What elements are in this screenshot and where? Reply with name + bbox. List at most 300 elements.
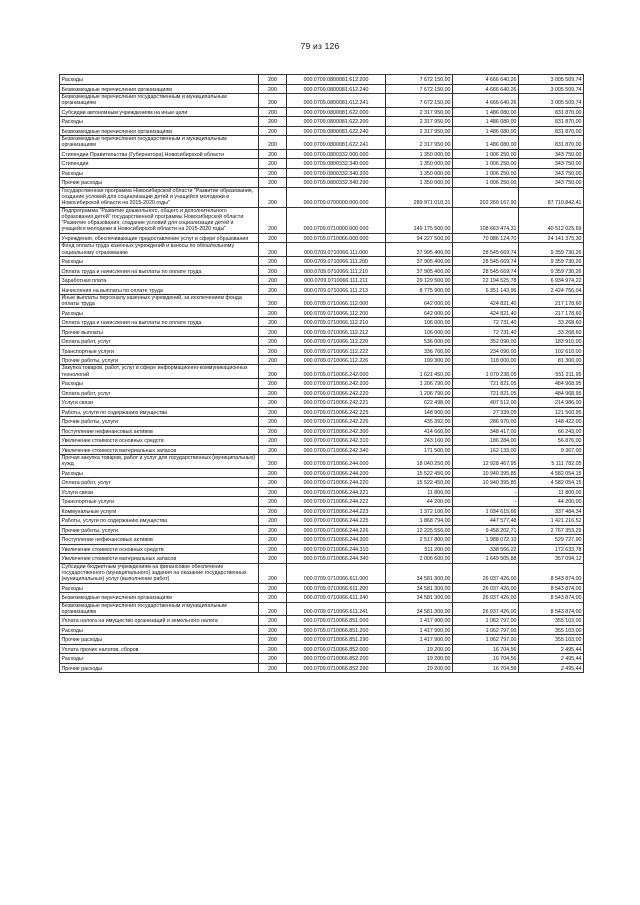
table-row xyxy=(60,625,584,635)
table-row xyxy=(60,506,584,516)
classification-code-cell: 000.0709.0710066.112.212 xyxy=(287,327,386,337)
executed-amount-cell: 1 486 080,00 xyxy=(453,136,519,150)
table-row xyxy=(60,168,584,178)
expense-name-cell: Оплата работ, услуг xyxy=(60,336,259,346)
approved-amount-cell: 7 672 150,00 xyxy=(386,94,453,108)
line-code-cell: 200 xyxy=(259,365,287,379)
expense-name-cell: Транспортные услуги xyxy=(60,497,259,507)
executed-amount-cell: 407 512,00 xyxy=(453,398,519,408)
table-row xyxy=(60,243,584,257)
line-code-cell: 200 xyxy=(259,563,287,583)
approved-amount-cell: 243 160,00 xyxy=(386,436,453,446)
executed-amount-cell: - xyxy=(453,487,519,497)
line-code-cell: 200 xyxy=(259,455,287,469)
classification-code-cell: 000.0709.0710066.242.340 xyxy=(287,445,386,455)
classification-code-cell: 000.0709.0800081.622.000 xyxy=(287,107,386,117)
approved-amount-cell: 642 000,00 xyxy=(386,308,453,318)
unexecuted-amount-cell: 343 750,00 xyxy=(519,178,584,188)
approved-amount-cell: 1 350 000,00 xyxy=(386,168,453,178)
line-code-cell: 200 xyxy=(259,149,287,159)
executed-amount-cell: 286 970,00 xyxy=(453,417,519,427)
table-row xyxy=(60,635,584,645)
approved-amount-cell: 12 225 556,00 xyxy=(386,525,453,535)
unexecuted-amount-cell: 2 767 353,29 xyxy=(519,525,584,535)
executed-amount-cell: 1 486 080,00 xyxy=(453,117,519,127)
approved-amount-cell: 34 581 300,00 xyxy=(386,563,453,583)
expense-name-cell: Расходы xyxy=(60,379,259,389)
unexecuted-amount-cell: 484 968,95 xyxy=(519,388,584,398)
approved-amount-cell: 2 006 600,00 xyxy=(386,554,453,564)
approved-amount-cell: 7 672 150,00 xyxy=(386,84,453,94)
classification-code-cell: 000.0709.0710066.851.290 xyxy=(287,635,386,645)
approved-amount-cell: 149 175 500,00 xyxy=(386,207,453,233)
table-row xyxy=(60,563,584,583)
expense-name-cell: Подпрограмма "Развитие дошкольного, общего и дополнительного образования детей" государственной программы Новосибирской области "Развитие образования, создание условий для социализации детей и учащейся молодежи в Новосибирской области на 2015-2020 годы" xyxy=(60,207,259,233)
table-row xyxy=(60,468,584,478)
table-row xyxy=(60,388,584,398)
table-row xyxy=(60,84,584,94)
budget-table xyxy=(59,74,584,673)
unexecuted-amount-cell: 8 543 874,00 xyxy=(519,583,584,593)
approved-amount-cell: 37 905 400,00 xyxy=(386,256,453,266)
executed-amount-cell: 10 940 395,85 xyxy=(453,478,519,488)
line-code-cell: 200 xyxy=(259,136,287,150)
classification-code-cell: 000.0709.0710066.112.200 xyxy=(287,308,386,318)
table-row xyxy=(60,117,584,127)
classification-code-cell: 000.0709.0710066.244.310 xyxy=(287,544,386,554)
unexecuted-amount-cell: 3 005 509,74 xyxy=(519,75,584,85)
unexecuted-amount-cell: 2 424 756,04 xyxy=(519,285,584,295)
executed-amount-cell: 27 339,05 xyxy=(453,407,519,417)
table-row xyxy=(60,445,584,455)
classification-code-cell: 000.0709.0710066.111.213 xyxy=(287,285,386,295)
unexecuted-amount-cell: 33 268,60 xyxy=(519,317,584,327)
classification-code-cell: 000.0709.0710066.244.221 xyxy=(287,487,386,497)
table-row xyxy=(60,487,584,497)
classification-code-cell: 000.0709.0710066.112.220 xyxy=(287,336,386,346)
line-code-cell: 200 xyxy=(259,256,287,266)
classification-code-cell: 000.0709.0710066.000.000 xyxy=(287,233,386,243)
expense-name-cell: Расходы xyxy=(60,468,259,478)
approved-amount-cell: 94 227 500,00 xyxy=(386,233,453,243)
executed-amount-cell: 338 566,22 xyxy=(453,544,519,554)
expense-name-cell: Прочие расходы xyxy=(60,178,259,188)
approved-amount-cell: 435 392,00 xyxy=(386,417,453,427)
approved-amount-cell: 1 621 450,00 xyxy=(386,365,453,379)
executed-amount-cell: 234 090,00 xyxy=(453,346,519,356)
expense-name-cell: Услуги связи xyxy=(60,487,259,497)
expense-name-cell: Безвозмездные перечисления государственным и муниципальным организациям xyxy=(60,136,259,150)
expense-name-cell: Прочие работы, услуги xyxy=(60,525,259,535)
expense-name-cell: Уплата налога на имущество организаций и земельного налога xyxy=(60,616,259,626)
line-code-cell: 200 xyxy=(259,625,287,635)
executed-amount-cell: 26 037 426,00 xyxy=(453,563,519,583)
expense-name-cell: Услуги связи xyxy=(60,398,259,408)
expense-name-cell: Расходы xyxy=(60,625,259,635)
unexecuted-amount-cell: 40 512 025,69 xyxy=(519,207,584,233)
expense-name-cell: Прочие выплаты xyxy=(60,327,259,337)
approved-amount-cell: 1 206 790,00 xyxy=(386,388,453,398)
approved-amount-cell: 1 350 000,00 xyxy=(386,159,453,169)
approved-amount-cell: 44 200,00 xyxy=(386,497,453,507)
classification-code-cell: 000.0709.0710066.851.000 xyxy=(287,616,386,626)
executed-amount-cell: 1 486 080,00 xyxy=(453,126,519,136)
unexecuted-amount-cell: 4 582 054,15 xyxy=(519,478,584,488)
executed-amount-cell: 26 037 426,00 xyxy=(453,602,519,616)
expense-name-cell: Учреждения, обеспечивающие предоставление услуг в сфере образования xyxy=(60,233,259,243)
expense-name-cell: Расходы xyxy=(60,168,259,178)
expense-name-cell: Стипендии Правительства (Губернатора) Новосибирской области xyxy=(60,149,259,159)
classification-code-cell: 000.0709.0710066.852.290 xyxy=(287,663,386,673)
expense-name-cell: Безвозмездные перечисления организациям xyxy=(60,593,259,603)
executed-amount-cell: 118 000,00 xyxy=(453,355,519,365)
line-code-cell: 200 xyxy=(259,84,287,94)
expense-name-cell: Прочие работы, услуги xyxy=(60,417,259,427)
executed-amount-cell: 1 070 238,05 xyxy=(453,365,519,379)
line-code-cell: 200 xyxy=(259,478,287,488)
executed-amount-cell: 721 821,05 xyxy=(453,388,519,398)
line-code-cell: 200 xyxy=(259,187,287,207)
expense-name-cell: Увеличение стоимости материальных запасов xyxy=(60,445,259,455)
classification-code-cell: 000.0709.0800081.622.240 xyxy=(287,126,386,136)
table-row xyxy=(60,294,584,308)
expense-name-cell: Стипендии xyxy=(60,159,259,169)
expense-name-cell: Расходы xyxy=(60,583,259,593)
classification-code-cell: 000.0709.0710066.611.241 xyxy=(287,602,386,616)
approved-amount-cell: 106 000,00 xyxy=(386,327,453,337)
executed-amount-cell: 28 545 669,74 xyxy=(453,266,519,276)
approved-amount-cell: 15 522 450,00 xyxy=(386,468,453,478)
table-row xyxy=(60,436,584,446)
approved-amount-cell: 34 581 300,00 xyxy=(386,583,453,593)
executed-amount-cell: 108 663 474,31 xyxy=(453,207,519,233)
classification-code-cell: 000.0709.0710066.611.240 xyxy=(287,593,386,603)
classification-code-cell: 000.0709.0800081.622.241 xyxy=(287,136,386,150)
classification-code-cell: 000.0709.0710066.111.200 xyxy=(287,256,386,266)
line-code-cell: 200 xyxy=(259,117,287,127)
classification-code-cell: 000.0709.0800332.340.000 xyxy=(287,159,386,169)
executed-amount-cell: 1 006 250,00 xyxy=(453,159,519,169)
expense-name-cell: Закупка товаров, работ, услуг в сфере информационно-коммуникационных технологий xyxy=(60,365,259,379)
line-code-cell: 200 xyxy=(259,207,287,233)
unexecuted-amount-cell: 551 211,95 xyxy=(519,365,584,379)
table-row xyxy=(60,379,584,389)
expense-name-cell: Заработная плата xyxy=(60,275,259,285)
approved-amount-cell: 37 905 400,00 xyxy=(386,266,453,276)
classification-code-cell: 000.0709.0710066.111.211 xyxy=(287,275,386,285)
classification-code-cell: 000.0709.0800081.612.200 xyxy=(287,75,386,85)
unexecuted-amount-cell: 355 103,00 xyxy=(519,635,584,645)
classification-code-cell: 000.0709.0710066.244.222 xyxy=(287,497,386,507)
line-code-cell: 200 xyxy=(259,178,287,188)
line-code-cell: 200 xyxy=(259,663,287,673)
line-code-cell: 200 xyxy=(259,294,287,308)
expense-name-cell: Безвозмездные перечисления организациям xyxy=(60,84,259,94)
table-row xyxy=(60,593,584,603)
classification-code-cell: 000.0709.0710066.242.310 xyxy=(287,436,386,446)
expense-name-cell: Транспортные услуги xyxy=(60,346,259,356)
executed-amount-cell: 1 062 797,00 xyxy=(453,616,519,626)
unexecuted-amount-cell: 831 870,00 xyxy=(519,107,584,117)
line-code-cell: 200 xyxy=(259,388,287,398)
line-code-cell: 200 xyxy=(259,275,287,285)
approved-amount-cell: 2 517 800,00 xyxy=(386,535,453,545)
approved-amount-cell: 511 200,00 xyxy=(386,544,453,554)
executed-amount-cell: 28 545 669,74 xyxy=(453,243,519,257)
line-code-cell: 200 xyxy=(259,593,287,603)
unexecuted-amount-cell: 343 750,00 xyxy=(519,168,584,178)
executed-amount-cell: 26 037 426,00 xyxy=(453,593,519,603)
approved-amount-cell: 622 498,00 xyxy=(386,398,453,408)
expense-name-cell: Безвозмездные перечисления государственным и муниципальным организациям xyxy=(60,602,259,616)
expense-name-cell: Уплата прочих налогов, сборов xyxy=(60,644,259,654)
table-row xyxy=(60,455,584,469)
unexecuted-amount-cell: 343 750,00 xyxy=(519,159,584,169)
unexecuted-amount-cell: 217 178,60 xyxy=(519,294,584,308)
unexecuted-amount-cell: 357 094,12 xyxy=(519,554,584,564)
executed-amount-cell: 16 704,56 xyxy=(453,654,519,664)
classification-code-cell: 000.0709.0710066.244.226 xyxy=(287,525,386,535)
executed-amount-cell: 721 821,05 xyxy=(453,379,519,389)
unexecuted-amount-cell: 56 876,00 xyxy=(519,436,584,446)
table-row xyxy=(60,317,584,327)
unexecuted-amount-cell: 8 543 874,00 xyxy=(519,602,584,616)
expense-name-cell: Субсидии автономным учреждениям на иные цели xyxy=(60,107,259,117)
table-row xyxy=(60,107,584,117)
executed-amount-cell: 72 731,40 xyxy=(453,327,519,337)
classification-code-cell: 000.0709.0710066.244.223 xyxy=(287,506,386,516)
unexecuted-amount-cell: 148 422,00 xyxy=(519,417,584,427)
line-code-cell: 200 xyxy=(259,426,287,436)
approved-amount-cell: 148 900,00 xyxy=(386,407,453,417)
table-row xyxy=(60,327,584,337)
unexecuted-amount-cell: 1 421 216,52 xyxy=(519,516,584,526)
table-row xyxy=(60,159,584,169)
line-code-cell: 200 xyxy=(259,308,287,318)
classification-code-cell: 000.0709.0800081.622.200 xyxy=(287,117,386,127)
unexecuted-amount-cell: 2 495,44 xyxy=(519,663,584,673)
classification-code-cell: 000.0709.0710066.242.300 xyxy=(287,426,386,436)
expense-name-cell: Расходы xyxy=(60,75,259,85)
line-code-cell: 200 xyxy=(259,436,287,446)
classification-code-cell: 000.0709.0700000.000.000 xyxy=(287,187,386,207)
approved-amount-cell: 1 417 900,00 xyxy=(386,635,453,645)
approved-amount-cell: 2 317 950,00 xyxy=(386,117,453,127)
unexecuted-amount-cell: 2 495,44 xyxy=(519,654,584,664)
unexecuted-amount-cell: 172 633,78 xyxy=(519,544,584,554)
line-code-cell: 200 xyxy=(259,327,287,337)
unexecuted-amount-cell: 6 934 974,22 xyxy=(519,275,584,285)
table-row xyxy=(60,346,584,356)
approved-amount-cell: 642 000,00 xyxy=(386,294,453,308)
classification-code-cell: 000.0709.0710066.852.200 xyxy=(287,654,386,664)
unexecuted-amount-cell: 8 543 874,00 xyxy=(519,563,584,583)
approved-amount-cell: 18 040 250,00 xyxy=(386,455,453,469)
line-code-cell: 200 xyxy=(259,75,287,85)
approved-amount-cell: 29 129 500,00 xyxy=(386,275,453,285)
unexecuted-amount-cell: 217 178,60 xyxy=(519,308,584,318)
unexecuted-amount-cell: 102 610,00 xyxy=(519,346,584,356)
line-code-cell: 200 xyxy=(259,535,287,545)
line-code-cell: 200 xyxy=(259,243,287,257)
expense-name-cell: Увеличение стоимости основных средств xyxy=(60,436,259,446)
executed-amount-cell: 352 090,00 xyxy=(453,336,519,346)
table-row xyxy=(60,544,584,554)
table-row xyxy=(60,426,584,436)
table-row xyxy=(60,256,584,266)
unexecuted-amount-cell: 87 710 842,41 xyxy=(519,187,584,207)
line-code-cell: 200 xyxy=(259,379,287,389)
unexecuted-amount-cell: 9 359 730,26 xyxy=(519,266,584,276)
approved-amount-cell: 1 372 100,00 xyxy=(386,506,453,516)
line-code-cell: 200 xyxy=(259,506,287,516)
line-code-cell: 200 xyxy=(259,497,287,507)
expense-name-cell: Коммунальные услуги xyxy=(60,506,259,516)
expense-name-cell: Работы, услуги по содержанию имущества xyxy=(60,407,259,417)
unexecuted-amount-cell: 831 870,00 xyxy=(519,117,584,127)
line-code-cell: 200 xyxy=(259,554,287,564)
line-code-cell: 200 xyxy=(259,233,287,243)
expense-name-cell: Увеличение стоимости основных средств xyxy=(60,544,259,554)
unexecuted-amount-cell: 355 103,00 xyxy=(519,616,584,626)
executed-amount-cell: 162 133,00 xyxy=(453,445,519,455)
executed-amount-cell: 4 666 640,26 xyxy=(453,75,519,85)
executed-amount-cell: 72 731,40 xyxy=(453,317,519,327)
table-row xyxy=(60,365,584,379)
executed-amount-cell: 1 006 250,00 xyxy=(453,168,519,178)
classification-code-cell: 000.0709.0710066.242.225 xyxy=(287,407,386,417)
line-code-cell: 200 xyxy=(259,317,287,327)
line-code-cell: 200 xyxy=(259,516,287,526)
table-row xyxy=(60,417,584,427)
expense-name-cell: Оплата труда и начисления на выплаты по оплате труда xyxy=(60,266,259,276)
expense-name-cell: Оплата труда и начисления на выплаты по оплате труда xyxy=(60,317,259,327)
classification-code-cell: 000.0709.0710066.242.200 xyxy=(287,379,386,389)
unexecuted-amount-cell: 8 543 874,00 xyxy=(519,593,584,603)
table-row xyxy=(60,554,584,564)
table-row xyxy=(60,497,584,507)
table-row xyxy=(60,266,584,276)
approved-amount-cell: 34 581 300,00 xyxy=(386,593,453,603)
unexecuted-amount-cell: 831 870,00 xyxy=(519,136,584,150)
line-code-cell: 200 xyxy=(259,635,287,645)
executed-amount-cell: 9 458 202,71 xyxy=(453,525,519,535)
unexecuted-amount-cell: 9 359 730,26 xyxy=(519,243,584,257)
approved-amount-cell: 37 905 400,00 xyxy=(386,243,453,257)
line-code-cell: 200 xyxy=(259,398,287,408)
expense-name-cell: Увеличение стоимости материальных запасов xyxy=(60,554,259,564)
approved-amount-cell: 34 581 300,00 xyxy=(386,602,453,616)
expense-name-cell: Субсидии бюджетным учреждениям на финансовое обеспечение государственного (муниципального) задания на оказание государственных (муниципальных) услуг (выполнение работ) xyxy=(60,563,259,583)
line-code-cell: 200 xyxy=(259,644,287,654)
expense-name-cell: Поступление нефинансовых активов xyxy=(60,535,259,545)
classification-code-cell: 000.0709.0710066.244.200 xyxy=(287,468,386,478)
table-row xyxy=(60,398,584,408)
classification-code-cell: 000.0709.0710066.242.000 xyxy=(287,365,386,379)
approved-amount-cell: 2 317 950,00 xyxy=(386,107,453,117)
table-row xyxy=(60,654,584,664)
expense-name-cell: Поступление нефинансовых активов xyxy=(60,426,259,436)
line-code-cell: 200 xyxy=(259,525,287,535)
table-row xyxy=(60,94,584,108)
unexecuted-amount-cell: 11 800,00 xyxy=(519,487,584,497)
classification-code-cell: 000.0709.0710066.244.225 xyxy=(287,516,386,526)
classification-code-cell: 000.0709.0710066.852.000 xyxy=(287,644,386,654)
classification-code-cell: 000.0709.0710066.112.210 xyxy=(287,317,386,327)
executed-amount-cell: 202 260 167,90 xyxy=(453,187,519,207)
executed-amount-cell: 4 666 640,26 xyxy=(453,94,519,108)
classification-code-cell: 000.0709.0710066.112.226 xyxy=(287,355,386,365)
page-number: 79 из 126 xyxy=(300,41,340,51)
table-row xyxy=(60,178,584,188)
expense-name-cell: Работы, услуги по содержанию имущества xyxy=(60,516,259,526)
unexecuted-amount-cell: 44 200,00 xyxy=(519,497,584,507)
classification-code-cell: 000.0709.0710000.000.000 xyxy=(287,207,386,233)
expense-name-cell: Прочие расходы xyxy=(60,635,259,645)
table-row xyxy=(60,644,584,654)
executed-amount-cell: 28 545 669,74 xyxy=(453,256,519,266)
classification-code-cell: 000.0709.0710066.244.000 xyxy=(287,455,386,469)
approved-amount-cell: 2 317 950,00 xyxy=(386,136,453,150)
table-row xyxy=(60,407,584,417)
line-code-cell: 200 xyxy=(259,266,287,276)
classification-code-cell: 000.0709.0710066.244.300 xyxy=(287,535,386,545)
line-code-cell: 200 xyxy=(259,616,287,626)
classification-code-cell: 000.0709.0710066.111.000 xyxy=(287,243,386,257)
line-code-cell: 200 xyxy=(259,159,287,169)
expense-name-cell: Прочая закупка товаров, работ и услуг для государственных (муниципальных) нужд xyxy=(60,455,259,469)
expense-name-cell: Расходы xyxy=(60,308,259,318)
unexecuted-amount-cell: 4 582 054,15 xyxy=(519,468,584,478)
approved-amount-cell: 11 800,00 xyxy=(386,487,453,497)
unexecuted-amount-cell: 9 359 730,26 xyxy=(519,256,584,266)
table-row xyxy=(60,663,584,673)
executed-amount-cell: 1 062 797,00 xyxy=(453,625,519,635)
unexecuted-amount-cell: 355 103,00 xyxy=(519,625,584,635)
classification-code-cell: 000.0709.0800081.612.241 xyxy=(287,94,386,108)
table-row xyxy=(60,136,584,150)
classification-code-cell: 000.0709.0710066.244.340 xyxy=(287,554,386,564)
executed-amount-cell: 348 417,00 xyxy=(453,426,519,436)
table-row xyxy=(60,478,584,488)
classification-code-cell: 000.0709.0800332.340.200 xyxy=(287,168,386,178)
line-code-cell: 200 xyxy=(259,417,287,427)
line-code-cell: 200 xyxy=(259,285,287,295)
executed-amount-cell: 1 006 250,00 xyxy=(453,178,519,188)
line-code-cell: 200 xyxy=(259,107,287,117)
executed-amount-cell: 70 086 124,70 xyxy=(453,233,519,243)
line-code-cell: 200 xyxy=(259,654,287,664)
unexecuted-amount-cell: 484 968,95 xyxy=(519,379,584,389)
classification-code-cell: 000.0709.0710066.851.200 xyxy=(287,625,386,635)
table-row xyxy=(60,355,584,365)
executed-amount-cell: 447 577,48 xyxy=(453,516,519,526)
approved-amount-cell: 414 660,00 xyxy=(386,426,453,436)
line-code-cell: 200 xyxy=(259,445,287,455)
expense-name-cell: Безвозмездные перечисления государственным и муниципальным организациям xyxy=(60,94,259,108)
expense-name-cell: Прочие работы, услуги xyxy=(60,355,259,365)
line-code-cell: 200 xyxy=(259,602,287,616)
table-row xyxy=(60,535,584,545)
unexecuted-amount-cell: 81 300,00 xyxy=(519,355,584,365)
unexecuted-amount-cell: 66 243,00 xyxy=(519,426,584,436)
approved-amount-cell: 536 000,00 xyxy=(386,336,453,346)
classification-code-cell: 000.0709.0800332.000.000 xyxy=(287,149,386,159)
table-row xyxy=(60,187,584,207)
executed-amount-cell: 1 062 797,00 xyxy=(453,635,519,645)
executed-amount-cell: 16 704,56 xyxy=(453,644,519,654)
unexecuted-amount-cell: 183 910,00 xyxy=(519,336,584,346)
